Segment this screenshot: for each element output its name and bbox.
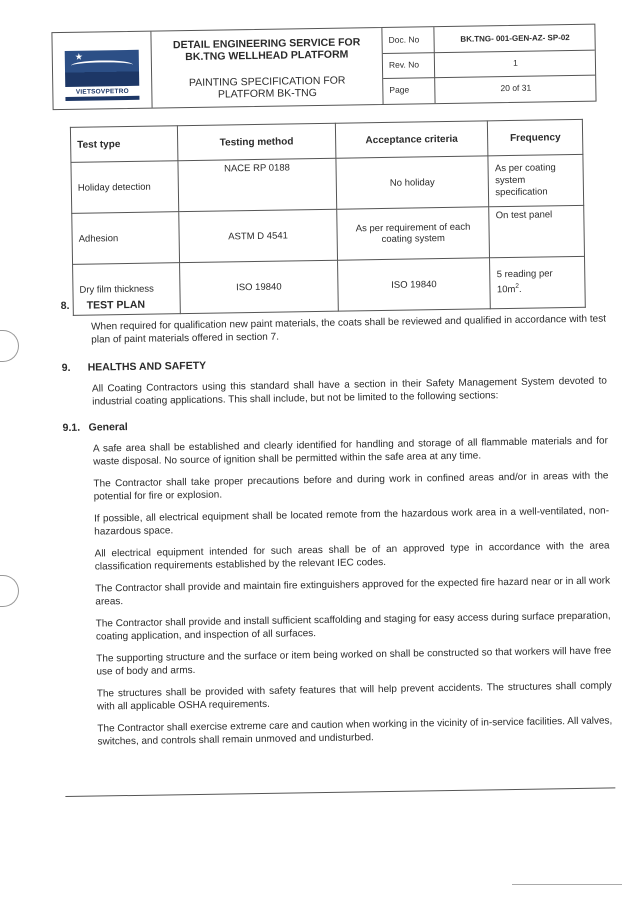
paragraph: The Contractor shall provide and install sufficient scaffolding and staging for easy access during surface preparation, coating application, and inspection of all surfaces. [95, 610, 611, 643]
cell-testing-method: ISO 19840 [180, 260, 338, 313]
section-title: TEST PLAN [86, 298, 146, 312]
header-subtitle-line2: PLATFORM BK-TNG [217, 87, 317, 101]
cell-frequency-line: system [495, 174, 526, 187]
section-paragraph: All Coating Contractors using this standard shall have a section in their Safety Management System devoted to industrial coating applications. This shall include, but not be limited to the following sections: [91, 375, 608, 408]
page-label: Page [383, 77, 435, 104]
paragraph: The Contractor shall exercise extreme care and caution when working in the vicinity of in-service facilities. All valves, switches, and controls shall remain unmoved and undisturbed. [97, 715, 613, 748]
paragraph: The structures shall be provided with safety features that will help prevent accidents. The structures shall comply with all applicable OSHA requirements. [96, 680, 612, 713]
page-value: 20 of 31 [500, 82, 532, 94]
header-meta [382, 25, 595, 104]
test-table [70, 119, 586, 316]
cell-acceptance-criteria: ISO 19840 [337, 258, 491, 311]
doc-no-label: Doc. No [382, 27, 434, 53]
cell-test-type: Adhesion [72, 212, 180, 265]
page-row [383, 75, 595, 104]
section-title: General [88, 421, 128, 434]
col-header-test-type: Test type [70, 126, 178, 163]
section-number: 9.1. [62, 421, 81, 435]
col-header-frequency: Frequency [488, 119, 583, 155]
header-title-cell [151, 28, 383, 108]
scan-edge-line [512, 884, 622, 885]
section-number: 8. [60, 299, 70, 313]
cell-testing-method: ASTM D 4541 [179, 209, 337, 262]
cell-frequency-line: As per coating [494, 162, 556, 175]
section-paragraph: When required for qualification new paint materials, the coats shall be reviewed and qualified in accordance with test plan of paint materials offered in section 7. [90, 313, 607, 346]
paragraph: A safe area shall be established and clearly identified for handling and storage of all flammable materials and for waste disposal. No source of ignition shall be permitted within the safe area at any time. [92, 435, 608, 468]
logo-bar [65, 96, 139, 101]
rev-no-label: Rev. No [383, 52, 435, 78]
header-title-line2: BK.TNG WELLHEAD PLATFORM [185, 48, 349, 64]
paragraph: The supporting structure and the surface or item being worked on shall be constructed so that workers will have free use of body and arms. [96, 645, 612, 678]
cell-criteria-line: coating system [381, 233, 445, 246]
company-logo [52, 32, 152, 110]
frequency-unit: 10m [496, 284, 516, 296]
logo-text: VIETSOVPETRO [75, 87, 129, 96]
header-title [152, 36, 382, 64]
frequency-unit-exponent: 2 [515, 283, 520, 291]
col-header-acceptance-criteria: Acceptance criteria [335, 121, 488, 158]
table-row [72, 205, 585, 264]
wave-icon [71, 60, 133, 71]
document-header [51, 24, 596, 111]
cell-testing-method: NACE RP 0188 [178, 158, 336, 211]
section-8 [61, 291, 607, 347]
section-title: HEALTHS AND SAFETY [87, 359, 207, 374]
section-number: 9. [61, 361, 71, 375]
header-subtitle-line1: PAINTING SPECIFICATION FOR [188, 74, 346, 90]
cell-test-type: Dry film thickness [73, 263, 181, 316]
header-title-line1: DETAIL ENGINEERING SERVICE FOR [172, 36, 361, 52]
section-9-1 [63, 413, 613, 749]
paragraph: All electrical equipment intended for such areas shall be of an approved type in accordance with the area classification requirements established by the relevant IEC codes. [94, 540, 610, 573]
section-heading [63, 413, 608, 435]
cell-criteria-line: As per requirement of each [355, 221, 471, 235]
cell-frequency: On test panel [489, 205, 584, 257]
star-icon: ★ [74, 51, 83, 62]
cell-acceptance-criteria [336, 207, 490, 260]
rev-no-value: 1 [512, 57, 518, 68]
section-heading [62, 353, 607, 375]
paragraph: The Contractor shall take proper precautions before and during work in confined areas and/or in areas with the potential for fire or explosion. [93, 470, 609, 503]
logo-emblem-icon [65, 50, 140, 87]
footer-divider [65, 787, 615, 797]
cell-frequency [488, 154, 583, 206]
cell-frequency-line: 5 reading per [496, 268, 553, 281]
cell-frequency-line: specification [495, 186, 548, 199]
section-9 [62, 353, 608, 409]
doc-no-value: BK.TNG- 001-GEN-AZ- SP-02 [460, 33, 570, 44]
col-header-testing-method: Testing method [178, 123, 336, 160]
cell-acceptance-criteria: No holiday [336, 156, 490, 209]
header-subtitle [152, 74, 382, 102]
frequency-period: . [518, 284, 522, 296]
table-row [71, 154, 584, 213]
paragraph: If possible, all electrical equipment shall be located remote from the hazardous work area in a well-ventilated, non-hazardous space. [93, 505, 610, 538]
paragraph: The Contractor shall provide and maintain fire extinguishers approved for the expected fire hazard near or in all work areas. [95, 575, 611, 608]
cell-test-type: Holiday detection [71, 161, 179, 214]
